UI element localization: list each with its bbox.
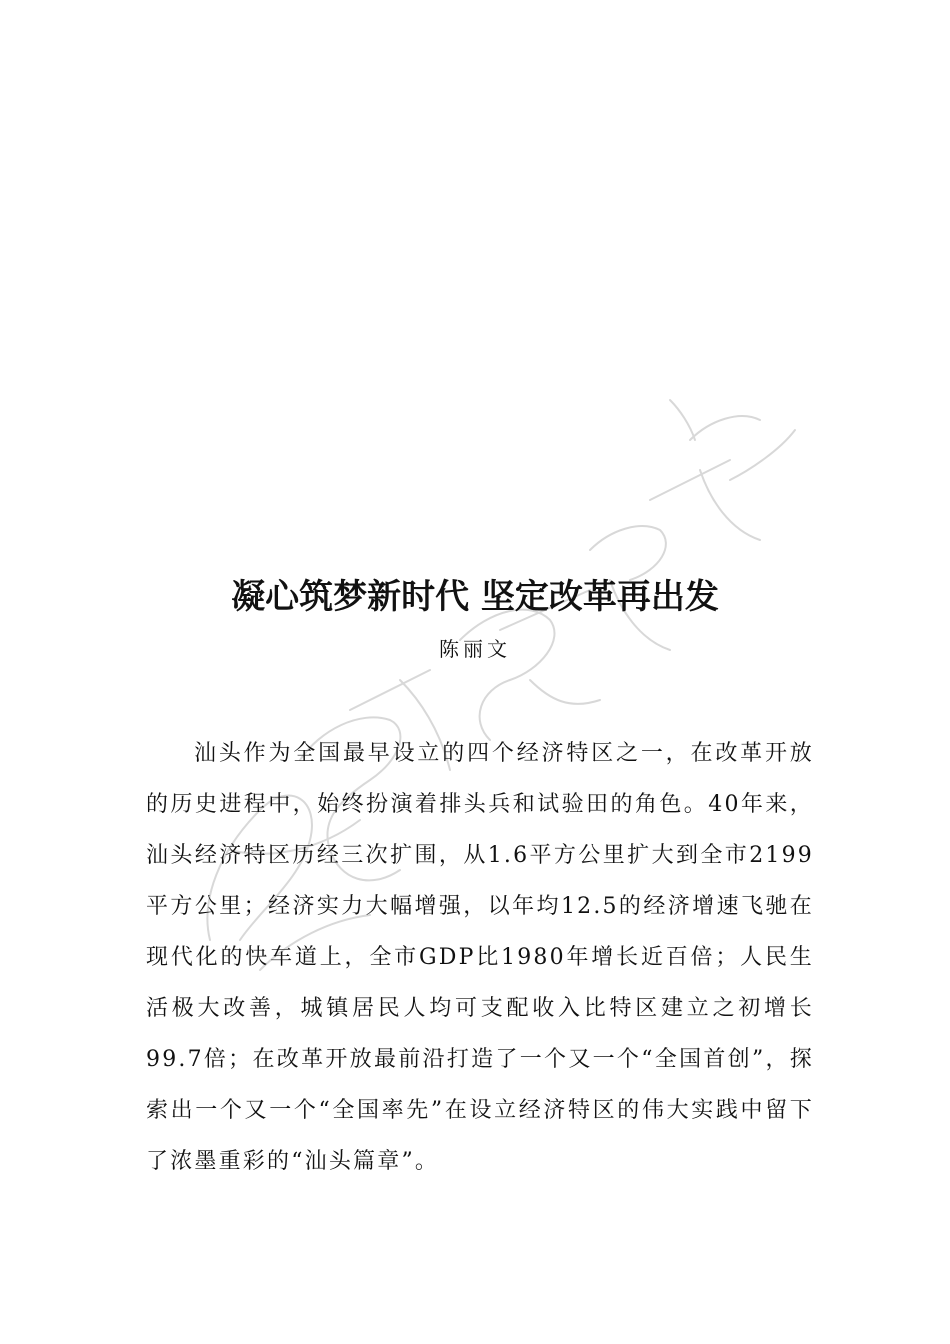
document-title: 凝心筑梦新时代 坚定改革再出发	[231, 577, 719, 617]
document-author: 陈丽文	[439, 637, 511, 661]
body-paragraph: 汕头作为全国最早设立的四个经济特区之一，在改革开放的历史进程中，始终扮演着排头兵和试验田的角色。40年来，汕头经济特区历经三次扩围，从1.6平方公里扩大到全市2199平方公里；经济实力大幅增强，以年均12.5的经济增速飞驰在现代化的快车道上，全市GDP比1980年增长近百倍；人民生活极大改善，城镇居民人均可支配收入比特区建立之初增长99.7倍；在改革开放最前沿打造了一个又一个“全国首创”，探索出一个又一个“全国率先”在设立经济特区的伟大实践中留下了浓墨重彩的“汕头篇章”。	[146, 741, 814, 1174]
